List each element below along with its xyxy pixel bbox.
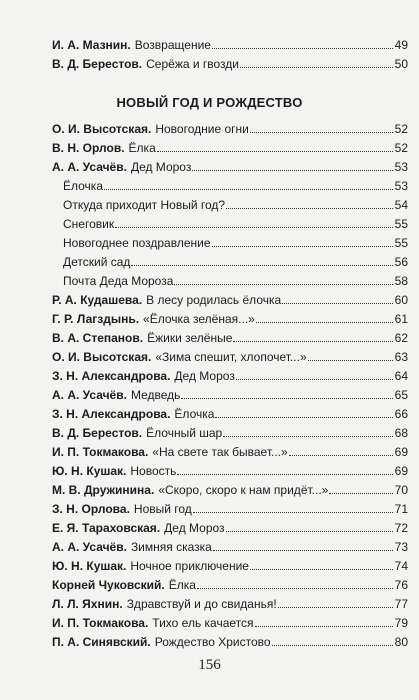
toc-author: Ю. Н. Кушак.	[52, 559, 127, 573]
toc-author: В. Н. Орлов.	[52, 141, 125, 155]
toc-title: «Ёлочка зелёная...»	[143, 312, 255, 326]
toc-entry	[52, 612, 408, 630]
toc-author: З. Н. Александрова.	[52, 369, 171, 383]
toc-page-number: 79	[394, 616, 408, 630]
toc-author: А. А. Усачёв.	[52, 388, 127, 402]
toc-title: Дед Мороз	[164, 521, 225, 535]
toc-title: В лесу родилась ёлочка	[146, 293, 282, 307]
toc-title: Возвращение	[134, 38, 211, 52]
dot-leader	[226, 208, 393, 209]
dot-leader	[177, 474, 393, 475]
toc-page-number: 71	[394, 502, 408, 516]
toc-page-number: 49	[394, 38, 408, 52]
dot-leader	[329, 493, 393, 494]
toc-title: Почта Деда Мороза	[63, 274, 174, 288]
dot-leader	[250, 569, 393, 570]
dot-leader	[250, 132, 393, 133]
toc-page-number: 65	[394, 388, 408, 402]
toc-entry	[52, 479, 408, 497]
toc-title: Новогодние огни	[155, 122, 249, 136]
toc-title: Детский сад	[63, 255, 131, 269]
dot-leader	[193, 512, 393, 513]
toc-author: Г. Р. Лагздынь.	[52, 312, 140, 326]
dot-leader	[192, 170, 393, 171]
toc-entry	[63, 194, 408, 212]
toc-title: Дед Мороз	[174, 369, 235, 383]
toc-page-number: 53	[394, 160, 408, 174]
toc-entry	[63, 175, 408, 193]
toc-entry	[52, 308, 408, 326]
toc-entry	[52, 631, 408, 649]
toc-entry	[52, 498, 408, 516]
toc-title: Ёлка	[128, 141, 156, 155]
toc-entry	[52, 422, 408, 440]
toc-entry	[52, 441, 408, 459]
toc-page-number: 80	[394, 635, 408, 649]
toc-title: Откуда приходит Новый год?	[63, 198, 226, 212]
toc-page-number: 58	[394, 274, 408, 288]
dot-leader	[115, 227, 393, 228]
toc-title: Серёжа и гвозди	[146, 57, 239, 71]
dot-leader	[181, 398, 393, 399]
toc-page-number: 70	[394, 483, 408, 497]
toc-entry	[52, 346, 408, 364]
toc-title: «Зима спешит, хлопочет...»	[155, 350, 307, 364]
toc-entry	[63, 251, 408, 269]
toc-entry	[52, 460, 408, 478]
toc-page-number: 50	[394, 57, 408, 71]
toc-author: М. В. Дружинина.	[52, 483, 155, 497]
toc-entry	[63, 270, 408, 288]
dot-leader	[308, 360, 393, 361]
toc-page-number: 52	[394, 141, 408, 155]
toc-page-number: 76	[394, 578, 408, 592]
toc-entry	[52, 365, 408, 383]
toc-title: Зимняя сказка	[130, 540, 212, 554]
toc-page-number: 69	[394, 445, 408, 459]
toc-title: Ёлочный шар	[146, 426, 223, 440]
toc-author: З. Н. Орлова.	[52, 502, 130, 516]
toc-title: Ночное приключение	[130, 559, 249, 573]
toc-page-number: 72	[394, 521, 408, 535]
toc-entry	[52, 156, 408, 174]
dot-leader	[282, 303, 393, 304]
toc-title: Снеговик	[63, 217, 115, 231]
toc-author: Р. А. Кудашева.	[52, 293, 143, 307]
toc-page-number: 64	[394, 369, 408, 383]
toc-page-number: 54	[394, 198, 408, 212]
toc-entry	[52, 289, 408, 307]
dot-leader	[289, 455, 393, 456]
toc-title: Медведь	[130, 388, 181, 402]
toc-page-number: 53	[394, 179, 408, 193]
dot-leader	[240, 67, 393, 68]
toc-title: Тихо ель качается	[152, 616, 254, 630]
toc-title: Здравствуй и до свиданья!	[126, 597, 277, 611]
toc-author: И. П. Токмакова.	[52, 445, 149, 459]
page-number: 156	[198, 657, 221, 673]
toc-entry	[52, 137, 408, 155]
toc-entry	[63, 213, 408, 231]
toc-author: И. П. Токмакова.	[52, 616, 149, 630]
toc-page-number: 77	[394, 597, 408, 611]
toc-author: В. Д. Берестов.	[52, 426, 143, 440]
toc-author: Ю. Н. Кушак.	[52, 464, 127, 478]
dot-leader	[174, 284, 393, 285]
toc-page-number: 52	[394, 122, 408, 136]
toc-author: П. А. Синявский.	[52, 635, 151, 649]
toc-author: В. Д. Берестов.	[52, 57, 143, 71]
toc-entry	[52, 118, 408, 136]
toc-author: Л. Л. Яхнин.	[52, 597, 123, 611]
toc-author: Е. Я. Тараховская.	[52, 521, 161, 535]
dot-leader	[197, 588, 393, 589]
toc-entry	[52, 555, 408, 573]
toc-page-number: 74	[394, 559, 408, 573]
toc-page-number: 55	[394, 236, 408, 250]
dot-leader	[212, 48, 393, 49]
dot-leader	[104, 189, 393, 190]
toc-page-number: 63	[394, 350, 408, 364]
toc-title: Новость	[130, 464, 177, 478]
toc-entry	[63, 232, 408, 250]
toc-title: Ёжики зелёные	[147, 331, 233, 345]
dot-leader	[256, 322, 393, 323]
toc-title: «На свете так бывает...»	[152, 445, 288, 459]
dot-leader	[236, 379, 393, 380]
toc-page-number: 60	[394, 293, 408, 307]
toc-title: Новый год	[133, 502, 192, 516]
toc-title: «Скоро, скоро к нам придёт...»	[158, 483, 329, 497]
dot-leader	[213, 550, 393, 551]
toc-entry	[52, 536, 408, 554]
toc-page-number: 55	[394, 217, 408, 231]
dot-leader	[131, 265, 393, 266]
toc-page-number: 62	[394, 331, 408, 345]
toc-title: Новогоднее поздравление	[63, 236, 211, 250]
dot-leader	[255, 626, 393, 627]
toc-page-number: 56	[394, 255, 408, 269]
toc-page-number: 66	[394, 407, 408, 421]
toc-page-number: 68	[394, 426, 408, 440]
dot-leader	[233, 341, 393, 342]
toc-title: Ёлочка	[63, 179, 103, 193]
dot-leader	[226, 531, 393, 532]
toc-entry	[52, 53, 408, 71]
dot-leader	[278, 607, 393, 608]
toc-entry	[52, 384, 408, 402]
toc-entry	[52, 574, 408, 592]
toc-entry	[52, 327, 408, 345]
toc-page-number: 61	[394, 312, 408, 326]
toc-author: А. А. Усачёв.	[52, 160, 127, 174]
toc-author: И. А. Мазнин.	[52, 38, 131, 52]
toc-title: Ёлка	[168, 578, 196, 592]
dot-leader	[212, 246, 394, 247]
dot-leader	[157, 151, 393, 152]
toc-author: З. Н. Александрова.	[52, 407, 171, 421]
toc-page-number: 73	[394, 540, 408, 554]
toc-author: А. А. Усачёв.	[52, 540, 127, 554]
toc-author: О. И. Высотская.	[52, 350, 152, 364]
toc-title: Дед Мороз	[130, 160, 192, 174]
toc-title: Ёлочка	[174, 407, 215, 421]
toc-title: Рождество Христово	[154, 635, 271, 649]
dot-leader	[272, 645, 393, 646]
dot-leader	[223, 436, 393, 437]
toc-author: В. А. Степанов.	[52, 331, 144, 345]
toc-page-number: 69	[394, 464, 408, 478]
toc-author: О. И. Высотская.	[52, 122, 152, 136]
toc-entry	[52, 403, 408, 421]
toc-entry	[52, 593, 408, 611]
toc-entry	[52, 517, 408, 535]
toc-entry	[52, 34, 408, 52]
dot-leader	[215, 417, 393, 418]
toc-author: Корней Чуковский.	[52, 578, 165, 592]
section-heading: НОВЫЙ ГОД И РОЖДЕСТВО	[116, 95, 303, 110]
